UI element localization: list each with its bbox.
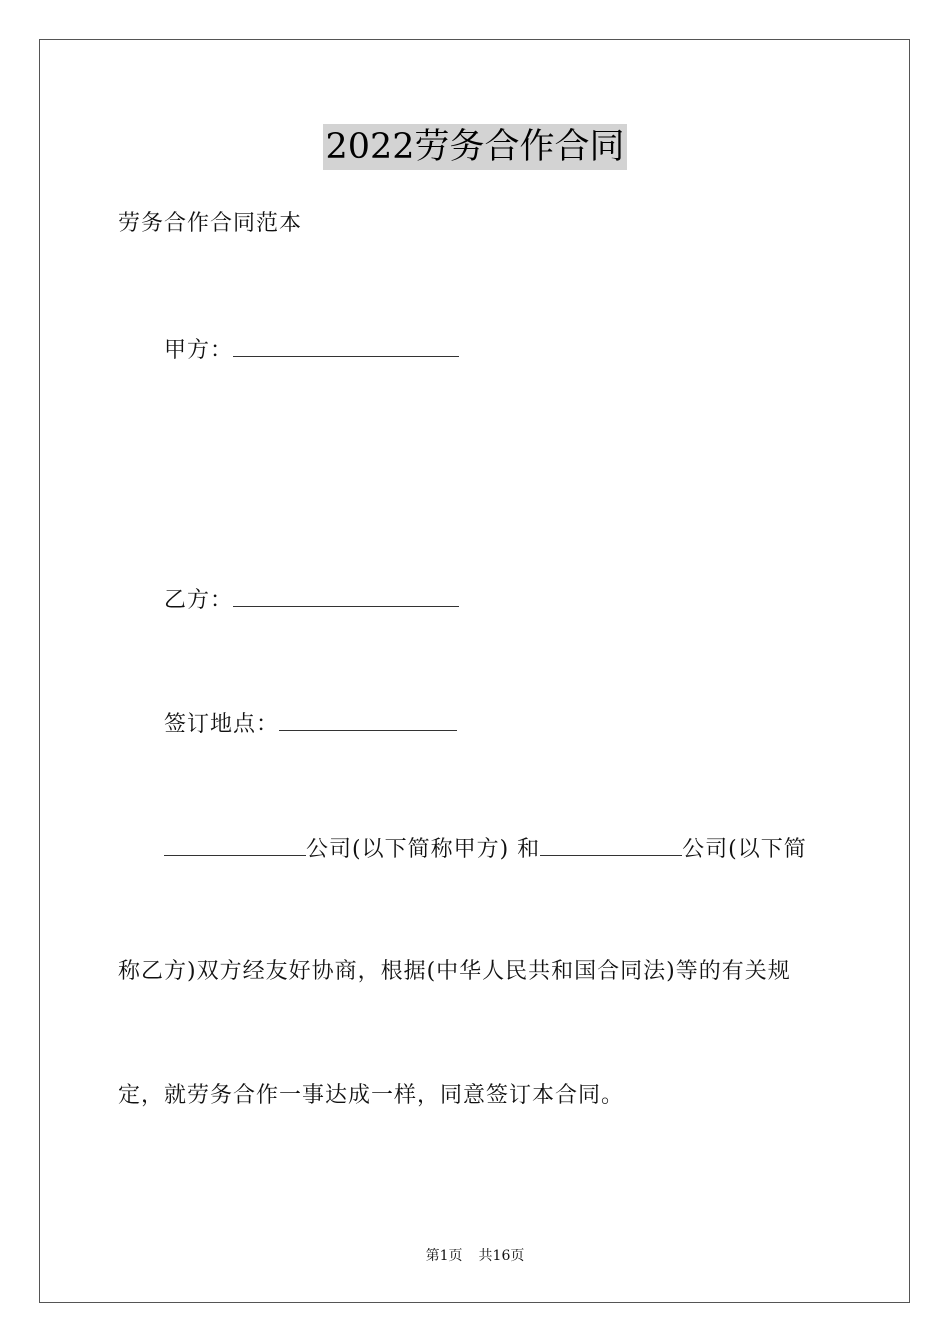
party-b-label: 乙方： [164, 588, 234, 613]
company-a-blank[interactable] [164, 833, 306, 856]
document-title: 2022劳务合作合同 [323, 124, 626, 170]
title-container [0, 124, 950, 170]
party-a-line [164, 334, 459, 366]
company-b-text: 公司(以下简 [682, 837, 807, 862]
party-a-label: 甲方： [164, 338, 234, 363]
company-a-text: 公司(以下简称甲方) 和 [306, 837, 541, 862]
sign-place-label: 签订地点： [164, 712, 280, 737]
sign-place-line [164, 708, 457, 740]
party-a-blank[interactable] [233, 334, 459, 357]
paragraph-line-2: 称乙方)双方经友好协商，根据(中华人民共和国合同法)等的有关规 [118, 959, 791, 984]
page-footer [0, 1246, 950, 1266]
page-total: 共16页 [478, 1248, 525, 1264]
paragraph-line-1 [164, 833, 807, 865]
page-current: 第1页 [425, 1248, 463, 1264]
paragraph-line-3: 定，就劳务合作一事达成一样，同意签订本合同。 [118, 1083, 625, 1108]
company-b-blank[interactable] [540, 833, 682, 856]
party-b-line [164, 584, 459, 616]
sign-place-blank[interactable] [279, 708, 457, 731]
party-b-blank[interactable] [233, 584, 459, 607]
document-subtitle: 劳务合作合同范本 [118, 211, 303, 236]
